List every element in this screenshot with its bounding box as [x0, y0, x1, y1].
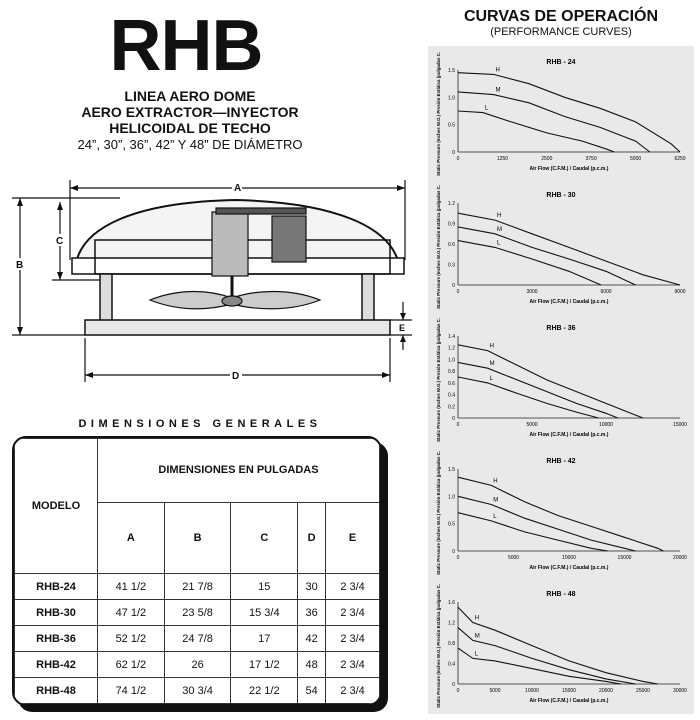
table-row [15, 652, 380, 678]
x-tick-label: 2500 [541, 156, 553, 162]
y-tick-label: 1.4 [448, 334, 455, 340]
column-header-a: A [98, 502, 165, 574]
y-tick-label: 1.0 [448, 357, 455, 364]
x-tick-label: 10000 [599, 422, 613, 428]
y-tick-label: 1.0 [448, 95, 455, 102]
table-row [15, 678, 380, 704]
dimension-cell: 23 5/8 [164, 600, 231, 626]
series-label: H [497, 213, 502, 220]
y-tick-label: 0.9 [448, 221, 455, 228]
series-label: L [484, 105, 489, 112]
dimension-cell: 30 [298, 574, 326, 600]
chart-title: RHB - 30 [546, 192, 576, 199]
y-tick-label: 0.4 [448, 661, 455, 668]
curve-h [458, 607, 658, 684]
x-tick-label: 5000 [630, 156, 642, 162]
table-row [15, 574, 380, 600]
x-tick-label: 15000 [673, 422, 687, 428]
dimension-cell: 36 [298, 600, 326, 626]
x-tick-label: 0 [456, 555, 460, 561]
dimension-cell: 42 [298, 626, 326, 652]
table-row [15, 600, 380, 626]
x-tick-label: 6250 [674, 156, 686, 162]
chart-title: RHB - 42 [546, 458, 576, 465]
label-a: A [234, 183, 242, 194]
curve-m [458, 628, 636, 684]
dimension-cell: 26 [164, 652, 231, 678]
curve-l [458, 648, 621, 684]
fan-technical-drawing [0, 170, 420, 385]
dimensions-group-header: DIMENSIONES EN PULGADAS [98, 439, 380, 503]
curve-m [458, 362, 618, 418]
dimension-cell: 54 [298, 678, 326, 704]
fan-propeller [150, 292, 320, 309]
performance-chart-3 [428, 318, 694, 446]
curve-l [458, 111, 614, 152]
x-tick-label: 9000 [674, 289, 686, 295]
product-line-title: LINEA AERO DOME [124, 88, 256, 104]
model-cell: RHB-36 [15, 626, 98, 652]
curve-h [458, 73, 680, 152]
label-d: D [232, 371, 240, 382]
dimensions-heading: DIMENSIONES GENERALES [78, 418, 322, 430]
dimension-cell: 62 1/2 [98, 652, 165, 678]
dimension-cell: 17 [231, 626, 298, 652]
series-label: M [497, 226, 502, 233]
performance-chart-2 [428, 185, 694, 313]
dimension-cell: 30 3/4 [164, 678, 231, 704]
dimension-cell: 17 1/2 [231, 652, 298, 678]
label-b: B [16, 260, 24, 271]
series-label: H [493, 478, 498, 485]
x-tick-label: 3000 [526, 289, 538, 295]
x-tick-label: 10000 [562, 555, 576, 561]
model-cell: RHB-30 [15, 600, 98, 626]
x-tick-label: 0 [456, 156, 460, 162]
product-type-title: AERO EXTRACTOR—INYECTOR [81, 104, 299, 120]
x-tick-label: 5000 [489, 688, 501, 694]
dimension-cell: 47 1/2 [98, 600, 165, 626]
x-tick-label: 20000 [673, 555, 687, 561]
dimension-cell: 2 3/4 [326, 574, 380, 600]
y-axis-label: Static Pressure (Inches W.G.) Presión Estática (pulgadas C.A.) [436, 318, 441, 442]
fan-base-curb [85, 320, 390, 335]
y-axis-label: Static Pressure (Inches W.G.) Presión Estática (pulgadas C.A.) [436, 584, 441, 708]
model-cell: RHB-42 [15, 652, 98, 678]
y-axis-label: Static Pressure (Inches W.G.) Presión Estática (pulgadas C.A.) [436, 185, 441, 309]
series-label: H [474, 615, 480, 622]
column-header-e: E [326, 502, 380, 574]
y-axis-label: Static Pressure (Inches W.G.) Presión Estática (pulgadas C.A.) [436, 451, 441, 575]
x-tick-label: 30000 [673, 688, 687, 694]
y-tick-label: 1.2 [448, 201, 455, 207]
dimension-cell: 2 3/4 [326, 626, 380, 652]
dimension-cell: 52 1/2 [98, 626, 165, 652]
series-label: M [489, 361, 495, 368]
x-axis-label: Air Flow (C.F.M.) / Caudal (p.c.m.) [529, 166, 609, 172]
column-header-d: D [298, 502, 326, 574]
series-label: L [474, 651, 479, 658]
y-tick-label: 1.2 [448, 620, 455, 627]
dimension-cell: 48 [298, 652, 326, 678]
x-tick-label: 25000 [636, 688, 650, 694]
x-tick-label: 5000 [526, 422, 538, 428]
x-tick-label: 15000 [562, 688, 576, 694]
curve-m [458, 496, 636, 551]
column-header-c: C [231, 502, 298, 574]
chart-title: RHB - 36 [546, 325, 576, 332]
dimension-cell: 74 1/2 [98, 678, 165, 704]
series-label: L [493, 513, 497, 520]
series-label: L [497, 240, 501, 247]
model-title: RHB [109, 6, 263, 86]
x-tick-label: 15000 [617, 555, 632, 561]
x-tick-label: 20000 [599, 688, 613, 694]
y-tick-label: 1.2 [448, 345, 455, 352]
performance-chart-4 [428, 451, 694, 579]
x-axis-label: Air Flow (C.F.M.) / Caudal (p.c.m.) [529, 299, 609, 305]
y-tick-label: 0.8 [448, 641, 455, 647]
product-subtype-title: HELICOIDAL DE TECHO [109, 120, 271, 136]
series-label: M [474, 633, 480, 640]
y-tick-label: 0.8 [448, 369, 455, 376]
y-tick-label: 0.6 [448, 380, 455, 387]
dimension-cell: 22 1/2 [231, 678, 298, 704]
x-tick-label: 5000 [507, 555, 520, 561]
table-row [15, 626, 380, 652]
dimensions-table [12, 436, 382, 706]
dimension-cell: 15 3/4 [231, 600, 298, 626]
column-header-b: B [164, 502, 231, 574]
x-tick-label: 0 [456, 289, 460, 295]
dimension-cell: 2 3/4 [326, 600, 380, 626]
y-tick-label: 0 [452, 682, 455, 688]
dimension-cell: 2 3/4 [326, 652, 380, 678]
curve-m [458, 227, 636, 285]
series-label: M [493, 497, 499, 504]
dimension-cell: 15 [231, 574, 298, 600]
chart-title: RHB - 48 [546, 591, 576, 598]
performance-chart-5 [428, 584, 694, 712]
dimension-cell: 41 1/2 [98, 574, 165, 600]
dimension-cell: 24 7/8 [164, 626, 231, 652]
y-tick-label: 0.2 [448, 404, 455, 411]
y-tick-label: 0 [452, 416, 455, 422]
y-axis-label: Static Pressure (Inches W.G.) Presión Estática (pulgadas C.A.) [436, 52, 441, 176]
y-tick-label: 1.5 [448, 68, 455, 74]
series-label: H [495, 67, 500, 74]
y-tick-label: 0.4 [448, 392, 455, 399]
dimension-cell: 2 3/4 [326, 678, 380, 704]
label-c: C [56, 236, 64, 247]
curves-title: CURVAS DE OPERACIÓN [463, 8, 659, 25]
model-cell: RHB-48 [15, 678, 98, 704]
performance-chart-1 [428, 52, 694, 180]
performance-curves-panel [428, 46, 694, 714]
x-axis-label: Air Flow (C.F.M.) / Caudal (p.c.m.) [529, 565, 609, 571]
curve-h [458, 345, 643, 418]
curve-h [458, 213, 680, 285]
x-tick-label: 1250 [496, 156, 508, 162]
x-tick-label: 6000 [600, 289, 612, 295]
curve-l [458, 513, 608, 551]
series-label: L [489, 375, 493, 382]
y-tick-label: 1.6 [448, 600, 455, 606]
series-label: H [489, 343, 494, 350]
series-label: M [495, 87, 501, 94]
curve-h [458, 477, 663, 551]
x-axis-label: Air Flow (C.F.M.) / Caudal (p.c.m.) [529, 698, 609, 704]
y-tick-label: 0.6 [448, 242, 455, 248]
dimension-cell: 21 7/8 [164, 574, 231, 600]
x-tick-label: 0 [456, 688, 460, 694]
y-tick-label: 1.5 [448, 467, 455, 473]
y-tick-label: 0 [452, 150, 455, 156]
label-e: E [399, 323, 406, 333]
y-tick-label: 0.3 [448, 262, 455, 269]
x-tick-label: 10000 [525, 688, 539, 694]
model-cell: RHB-24 [15, 574, 98, 600]
curves-subtitle: (PERFORMANCE CURVES) [490, 26, 632, 38]
x-tick-label: 3750 [585, 156, 597, 162]
y-tick-label: 0 [452, 283, 455, 289]
y-tick-label: 0.5 [448, 122, 455, 129]
x-tick-label: 0 [456, 422, 460, 428]
diameters-text: 24”, 30”, 36”, 42” Y 48” DE DIÁMETRO [77, 137, 303, 152]
y-tick-label: 0 [452, 549, 455, 555]
y-tick-label: 1.0 [448, 494, 455, 501]
curve-l [458, 377, 599, 418]
x-axis-label: Air Flow (C.F.M.) / Caudal (p.c.m.) [529, 432, 609, 438]
model-column-header: MODELO [15, 439, 98, 574]
chart-title: RHB - 24 [546, 59, 576, 66]
y-tick-label: 0.5 [448, 521, 455, 528]
curve-m [458, 92, 650, 152]
